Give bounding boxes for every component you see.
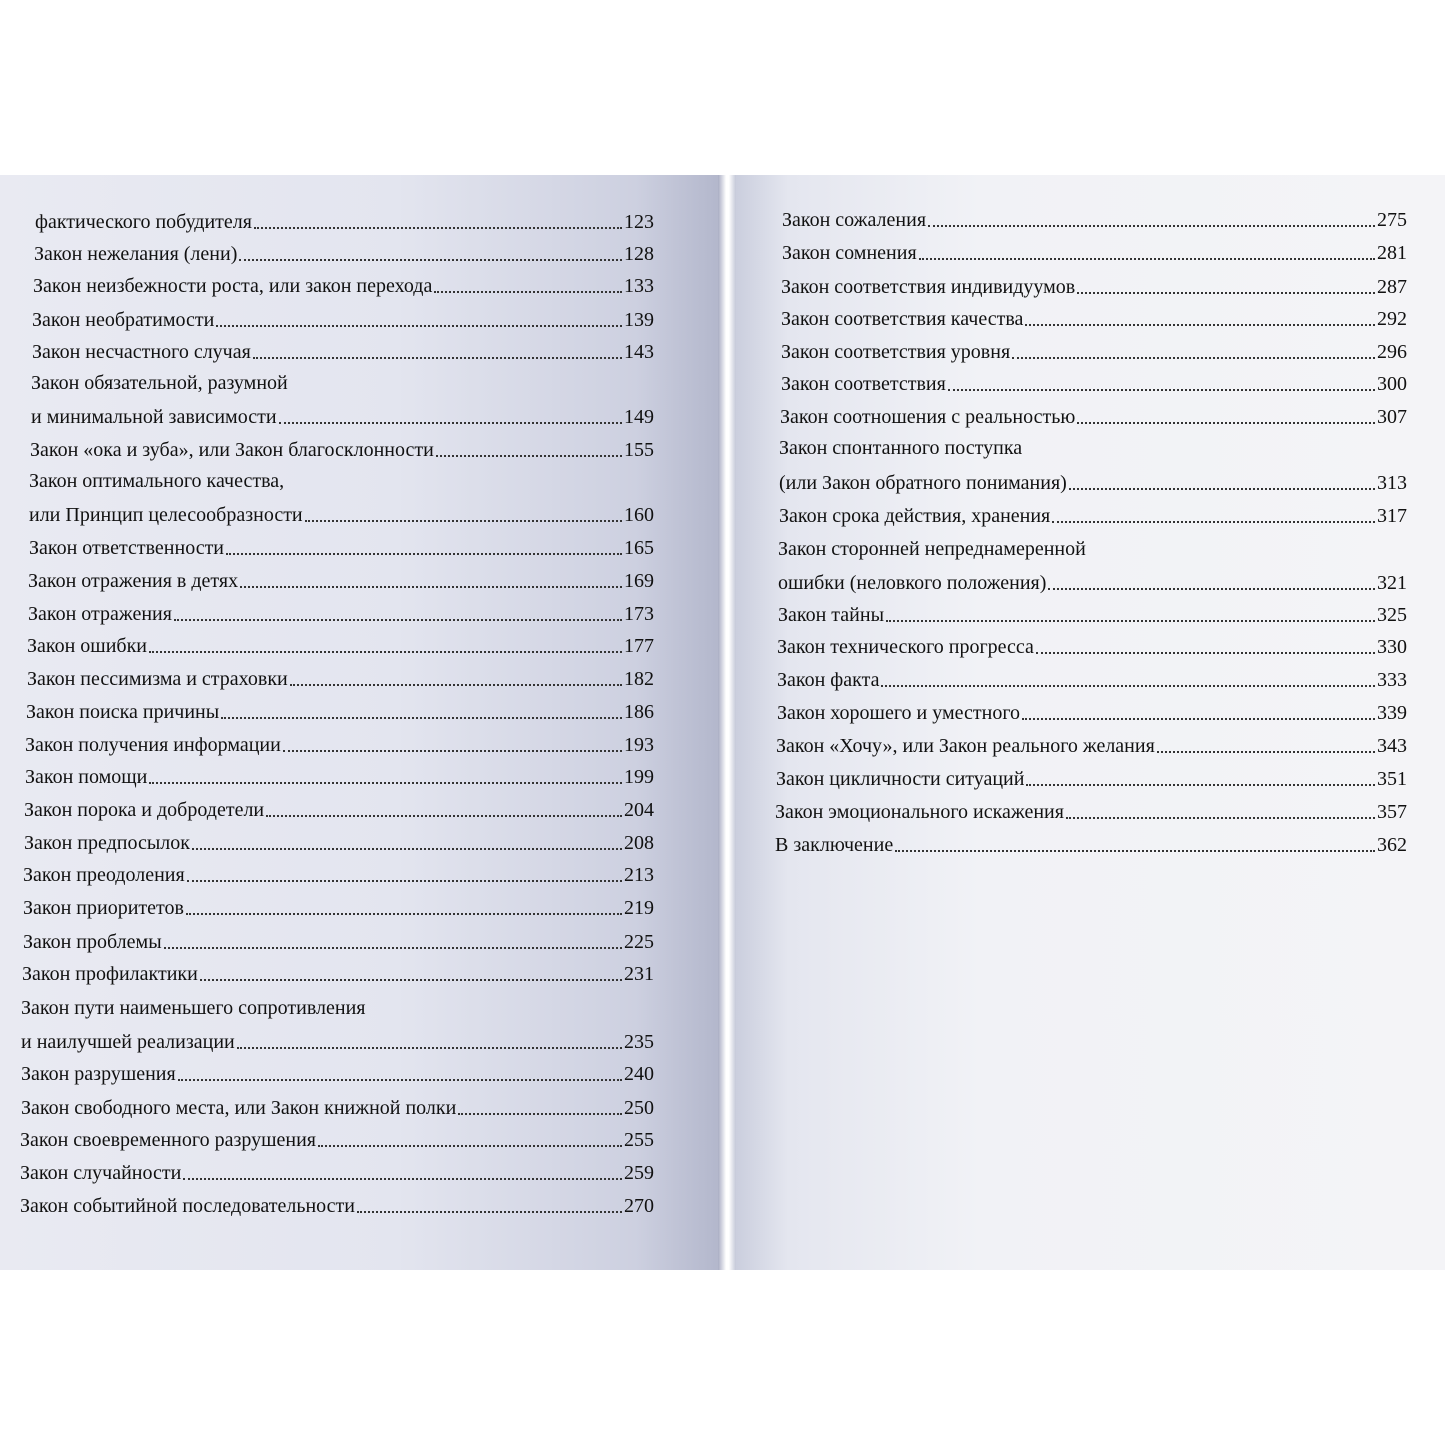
toc-page-number: 213 xyxy=(624,864,654,886)
toc-page-number: 250 xyxy=(624,1097,654,1119)
toc-entry xyxy=(777,668,1407,692)
toc-page-number: 317 xyxy=(1377,505,1407,527)
toc-page-number: 231 xyxy=(624,963,654,985)
toc-entry-title: Закон «Хочу», или Закон реального желания xyxy=(776,735,1155,757)
toc-page-number: 330 xyxy=(1377,636,1407,658)
toc-entry-title: Закон эмоционального искажения xyxy=(775,801,1064,823)
dot-leader xyxy=(895,850,1375,852)
toc-entry xyxy=(25,733,654,757)
toc-entry-title: Закон необратимости xyxy=(32,309,215,331)
dot-leader xyxy=(1077,292,1375,294)
toc-entry-title: Закон сомнения xyxy=(782,242,917,264)
toc-entry xyxy=(27,667,654,691)
toc-entry xyxy=(775,800,1407,824)
toc-page-number: 292 xyxy=(1377,308,1407,330)
dot-leader xyxy=(318,1145,622,1147)
toc-entry-title: Закон разрушения xyxy=(21,1063,176,1085)
toc-entry xyxy=(26,700,654,724)
toc-entry-title: Закон проблемы xyxy=(23,931,162,953)
toc-entry-title: и минимальной зависимости xyxy=(31,406,277,428)
dot-leader xyxy=(200,979,622,981)
toc-entry-title: (или Закон обратного понимания) xyxy=(779,472,1067,494)
toc-entry-title: Закон цикличности ситуаций xyxy=(776,768,1025,790)
toc-entry xyxy=(777,701,1407,725)
dot-leader xyxy=(266,815,622,817)
toc-page-number: 225 xyxy=(624,931,654,953)
dot-leader xyxy=(948,389,1375,391)
toc-entry-title: Закон преодоления xyxy=(23,864,185,886)
toc-page-number: 325 xyxy=(1377,604,1407,626)
toc-entry xyxy=(780,405,1407,429)
toc-page-number: 128 xyxy=(624,243,654,265)
right-page xyxy=(731,175,1445,1270)
toc-entry xyxy=(778,571,1407,595)
toc-entry xyxy=(33,274,654,298)
toc-entry xyxy=(779,471,1407,495)
toc-page-number: 240 xyxy=(624,1063,654,1085)
toc-entry-title: Закон соответствия xyxy=(781,373,946,395)
toc-page-number: 133 xyxy=(624,275,654,297)
dot-leader xyxy=(1069,488,1375,490)
toc-page-number: 143 xyxy=(624,341,654,363)
toc-entry-title: Закон предпосылок xyxy=(24,832,191,854)
toc-page-number: 204 xyxy=(624,799,654,821)
toc-page-number: 139 xyxy=(624,309,654,331)
toc-entry xyxy=(782,208,1407,232)
toc-page-number: 255 xyxy=(624,1129,654,1151)
toc-entry xyxy=(20,1161,654,1185)
toc-page-number: 351 xyxy=(1377,768,1407,790)
toc-entry-title: Закон профилактики xyxy=(22,963,198,985)
toc-entry-title: Закон неизбежности роста, или закон перехода xyxy=(33,275,433,297)
toc-entry xyxy=(781,307,1407,331)
dot-leader xyxy=(237,1047,622,1049)
toc-page-number: 362 xyxy=(1377,834,1407,856)
toc-entry xyxy=(776,734,1407,758)
toc-entry xyxy=(32,340,654,364)
toc-entry-title: Закон пессимизма и страховки xyxy=(27,668,288,690)
toc-page-number: 313 xyxy=(1377,472,1407,494)
toc-page-number: 296 xyxy=(1377,341,1407,363)
dot-leader xyxy=(226,553,622,555)
toc-page-number: 307 xyxy=(1377,406,1407,428)
toc-page-number: 219 xyxy=(624,897,654,919)
dot-leader xyxy=(279,422,622,424)
toc-entry xyxy=(776,767,1407,791)
toc-entry-title: В заключение xyxy=(775,834,894,856)
book-gutter xyxy=(718,175,736,1270)
toc-entry xyxy=(23,896,654,920)
toc-entry-title: Закон соответствия качества xyxy=(781,308,1024,330)
toc-entry xyxy=(25,765,654,789)
dot-leader xyxy=(1022,718,1375,720)
toc-entry xyxy=(781,372,1407,396)
dot-leader xyxy=(183,1178,622,1180)
toc-entry xyxy=(27,634,654,658)
dot-leader xyxy=(1025,324,1375,326)
toc-entry-title: Закон свободного места, или Закон книжной полки xyxy=(21,1097,457,1119)
toc-entry xyxy=(778,603,1407,627)
dot-leader xyxy=(436,455,622,457)
toc-entry xyxy=(781,340,1407,364)
toc-page-number: 343 xyxy=(1377,735,1407,757)
toc-entry-title: Закон отражения xyxy=(28,603,172,625)
toc-entry-title: и наилучшей реализации xyxy=(21,1031,235,1053)
toc-entry-title: Закон приоритетов xyxy=(23,897,184,919)
toc-entry-title-line1: Закон спонтанного поступка xyxy=(779,437,1023,459)
toc-entry xyxy=(782,241,1407,265)
toc-page-number: 199 xyxy=(624,766,654,788)
dot-leader xyxy=(164,947,622,949)
dot-leader xyxy=(919,258,1375,260)
dot-leader xyxy=(186,913,622,915)
toc-page-number: 182 xyxy=(624,668,654,690)
toc-entry xyxy=(24,798,654,822)
dot-leader xyxy=(253,357,622,359)
dot-leader xyxy=(1066,817,1375,819)
toc-page-number: 165 xyxy=(624,537,654,559)
toc-entry xyxy=(21,1030,654,1054)
toc-entry-title: Закон соответствия индивидуумов xyxy=(781,276,1076,298)
toc-entry-title: Закон помощи xyxy=(25,766,148,788)
toc-page-number: 300 xyxy=(1377,373,1407,395)
toc-page-number: 281 xyxy=(1377,242,1407,264)
toc-entry-title: Закон отражения в детях xyxy=(28,570,239,592)
toc-entry-title: Закон несчастного случая xyxy=(32,341,251,363)
toc-entry-title: или Принцип целесообразности xyxy=(29,504,303,526)
toc-entry xyxy=(781,275,1407,299)
toc-entry-title: Закон поиска причины xyxy=(26,701,220,723)
toc-page-number: 270 xyxy=(624,1195,654,1217)
toc-entry-title: Закон факта xyxy=(777,669,880,691)
left-page xyxy=(0,175,722,1270)
dot-leader xyxy=(192,848,622,850)
toc-entry xyxy=(31,405,654,429)
dot-leader xyxy=(886,620,1375,622)
toc-page-number: 208 xyxy=(624,832,654,854)
toc-page-number: 123 xyxy=(624,211,654,233)
toc-entry-title: Закон нежелания (лени) xyxy=(34,243,238,265)
dot-leader xyxy=(881,685,1375,687)
dot-leader xyxy=(290,684,622,686)
toc-page-number: 169 xyxy=(624,570,654,592)
toc-entry-title-line1: Закон оптимального качества, xyxy=(29,470,285,492)
toc-entry xyxy=(23,863,654,887)
dot-leader xyxy=(1036,652,1375,654)
toc-page-number: 333 xyxy=(1377,669,1407,691)
dot-leader xyxy=(1026,784,1375,786)
dot-leader xyxy=(357,1211,622,1213)
toc-entry-title: Закон сожаления xyxy=(782,209,927,231)
toc-entry xyxy=(22,962,654,986)
dot-leader xyxy=(1012,357,1375,359)
dot-leader xyxy=(240,586,622,588)
toc-page-number: 186 xyxy=(624,701,654,723)
toc-entry xyxy=(20,1128,654,1152)
toc-page-number: 155 xyxy=(624,439,654,461)
toc-entry-title: Закон соответствия уровня xyxy=(781,341,1011,363)
toc-entry-title-line1: Закон обязательной, разумной xyxy=(31,372,288,394)
toc-entry-title: Закон своевременного разрушения xyxy=(20,1129,316,1151)
toc-entry-title-line1: Закон сторонней непреднамеренной xyxy=(778,538,1086,560)
dot-leader xyxy=(221,717,622,719)
toc-page-number: 357 xyxy=(1377,801,1407,823)
toc-entry-title: Закон ошибки xyxy=(27,635,147,657)
toc-entry-title: Закон технического прогресса xyxy=(777,636,1034,658)
toc-entry-title: Закон случайности xyxy=(20,1162,182,1184)
toc-entry xyxy=(35,210,654,234)
toc-entry xyxy=(21,1096,654,1120)
toc-entry xyxy=(29,536,654,560)
dot-leader xyxy=(434,291,622,293)
dot-leader xyxy=(305,520,622,522)
toc-entry-title: Закон тайны xyxy=(778,604,885,626)
toc-entry-title: Закон соотношения с реальностью xyxy=(780,406,1076,428)
toc-entry-title: Закон порока и добродетели xyxy=(24,799,265,821)
dot-leader xyxy=(1157,751,1375,753)
toc-entry xyxy=(779,504,1407,528)
dot-leader xyxy=(149,782,622,784)
toc-entry xyxy=(777,635,1407,659)
dot-leader xyxy=(928,225,1375,227)
dot-leader xyxy=(1077,422,1375,424)
toc-page-number: 149 xyxy=(624,406,654,428)
dot-leader xyxy=(187,880,622,882)
toc-entry-title: Закон срока действия, хранения xyxy=(779,505,1051,527)
toc-entry xyxy=(28,602,654,626)
toc-page-number: 275 xyxy=(1377,209,1407,231)
toc-entry-title: ошибки (неловкого положения) xyxy=(778,572,1047,594)
book-spread xyxy=(0,175,1445,1270)
toc-entry xyxy=(775,833,1407,857)
dot-leader xyxy=(1052,521,1375,523)
toc-entry-title: Закон хорошего и уместного xyxy=(777,702,1021,724)
toc-page-number: 287 xyxy=(1377,276,1407,298)
toc-entry xyxy=(28,569,654,593)
toc-entry xyxy=(34,242,654,266)
toc-entry-title: фактического побудителя xyxy=(35,211,252,233)
toc-page-number: 339 xyxy=(1377,702,1407,724)
toc-entry xyxy=(30,438,654,462)
dot-leader xyxy=(1048,588,1375,590)
toc-entry xyxy=(24,831,654,855)
toc-entry xyxy=(23,930,654,954)
toc-entry xyxy=(29,503,654,527)
toc-page-number: 177 xyxy=(624,635,654,657)
dot-leader xyxy=(254,227,622,229)
toc-entry-title: Закон событийной последовательности xyxy=(20,1195,355,1217)
toc-page-number: 259 xyxy=(624,1162,654,1184)
toc-entry xyxy=(20,1194,654,1218)
toc-page-number: 193 xyxy=(624,734,654,756)
dot-leader xyxy=(178,1079,622,1081)
toc-entry xyxy=(32,308,654,332)
toc-page-number: 235 xyxy=(624,1031,654,1053)
dot-leader xyxy=(239,259,622,261)
toc-page-number: 321 xyxy=(1377,572,1407,594)
dot-leader xyxy=(216,325,622,327)
dot-leader xyxy=(458,1113,622,1115)
toc-entry-title: Закон получения информации xyxy=(25,734,281,756)
dot-leader xyxy=(283,750,622,752)
dot-leader xyxy=(149,651,622,653)
toc-entry xyxy=(21,1062,654,1086)
toc-page-number: 160 xyxy=(624,504,654,526)
toc-page-number: 173 xyxy=(624,603,654,625)
toc-entry-title: Закон ответственности xyxy=(29,537,225,559)
toc-entry-title-line1: Закон пути наименьшего сопротивления xyxy=(21,997,366,1019)
toc-entry-title: Закон «ока и зуба», или Закон благосклонности xyxy=(30,439,434,461)
dot-leader xyxy=(174,619,622,621)
